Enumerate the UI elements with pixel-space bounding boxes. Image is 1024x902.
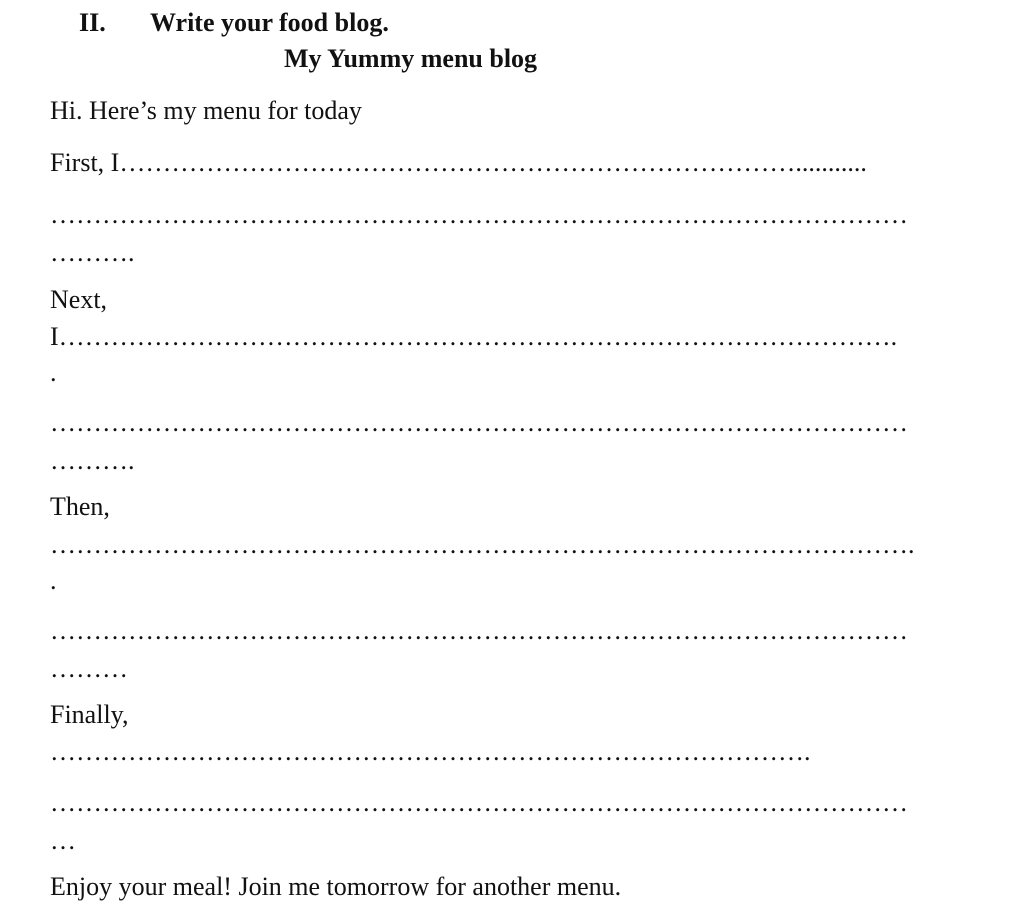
then-line-4[interactable]: ………: [50, 654, 128, 683]
then-line-2[interactable]: .: [50, 566, 57, 595]
next-line-1[interactable]: I…………………………………………………………………………………….: [50, 322, 898, 351]
next-line-2[interactable]: .: [50, 358, 57, 387]
then-label: Then,: [50, 492, 110, 521]
section-instruction: Write your food blog.: [150, 8, 389, 37]
next-line-3[interactable]: ………………………………………………………………………………………: [50, 408, 908, 437]
intro-text: Hi. Here’s my menu for today: [50, 96, 362, 125]
blog-title: My Yummy menu blog: [284, 44, 538, 73]
section-number: II.: [79, 8, 106, 37]
first-line-1[interactable]: First, I……………………………………………………………………...........: [50, 148, 867, 177]
then-line-1[interactable]: ……………………………………………………………………………………….: [50, 530, 915, 559]
finally-label: Finally,: [50, 700, 129, 729]
finally-line-2[interactable]: ………………………………………………………………………………………: [50, 788, 908, 817]
first-line-2[interactable]: ………………………………………………………………………………………: [50, 200, 908, 229]
first-line-3[interactable]: ……….: [50, 238, 135, 267]
then-line-3[interactable]: ………………………………………………………………………………………: [50, 616, 908, 645]
next-label: Next,: [50, 285, 108, 314]
closing-text: Enjoy your meal! Join me tomorrow for another menu.: [50, 872, 622, 901]
finally-line-1[interactable]: …………………………………………………………………………….: [50, 737, 811, 766]
next-line-4[interactable]: ……….: [50, 446, 135, 475]
finally-line-3[interactable]: …: [50, 826, 76, 855]
